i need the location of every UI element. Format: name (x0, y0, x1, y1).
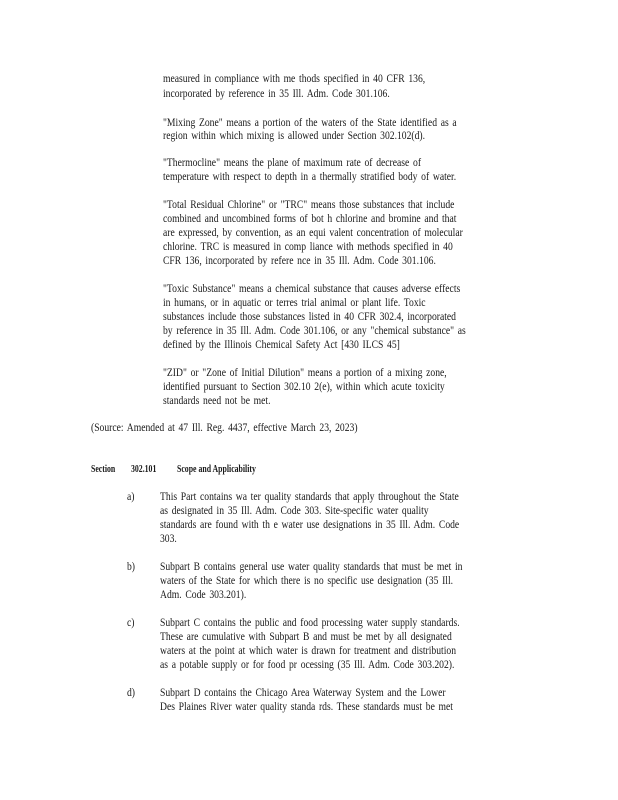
item-a-marker: a) (127, 491, 135, 503)
item-c-line-3: waters at the point at which water is drawn for treatment and distribution (160, 645, 457, 657)
definition-thermocline-line-2: temperature with respect to depth in a thermally stratified body of water. (163, 171, 457, 183)
definition-continued-line-2: incorporated by reference in 35 Ill. Adm. Code 301.106. (163, 88, 390, 100)
definition-toxic-line-2: in humans, or in aquatic or terres trial animal or plant life. Toxic (163, 297, 426, 309)
definition-trc-line-1: "Total Residual Chlorine" or "TRC" means those substances that include (163, 199, 455, 211)
item-c-marker: c) (127, 617, 135, 629)
item-b-line-3: Adm. Code 303.201). (160, 589, 247, 601)
definition-zid-line-1: "ZID" or "Zone of Initial Dilution" means a portion of a mixing zone, (163, 367, 447, 379)
section-title: Scope and Applicability (177, 464, 256, 475)
item-b-line-2: waters of the State for which there is no specific use designation (35 Ill. (160, 575, 454, 587)
item-c-line-4: as a potable supply or for food pr ocessing (35 Ill. Adm. Code 303.202). (160, 659, 455, 671)
definition-zid-line-2: identified pursuant to Section 302.10 2(e), within which acute toxicity (163, 381, 445, 393)
definition-continued-line-1: measured in compliance with me thods specified in 40 CFR 136, (163, 73, 426, 85)
item-a-line-2: as designated in 35 Ill. Adm. Code 303. Site-specific water quality (160, 505, 429, 517)
item-c-line-1: Subpart C contains the public and food processing water supply standards. (160, 617, 460, 629)
definition-toxic-line-1: "Toxic Substance" means a chemical substance that causes adverse effects (163, 283, 461, 295)
definition-mixing-zone-line-1: "Mixing Zone" means a portion of the waters of the State identified as a (163, 117, 457, 129)
section-label: Section (91, 464, 116, 475)
item-a-line-1: This Part contains wa ter quality standards that apply throughout the State (160, 491, 459, 503)
definition-thermocline-line-1: "Thermocline" means the plane of maximum rate of decrease of (163, 157, 422, 169)
section-number: 302.101 (131, 464, 157, 475)
definition-trc-line-3: are expressed, by convention, as an equi valent concentration of molecular (163, 227, 463, 239)
definition-trc-line-4: chlorine. TRC is measured in comp liance with methods specified in 40 (163, 241, 453, 253)
item-d-marker: d) (127, 687, 136, 699)
item-a-line-4: 303. (160, 533, 177, 545)
definition-mixing-zone-line-2: region within which mixing is allowed under Section 302.102(d). (163, 130, 426, 142)
item-d-line-2: Des Plaines River water quality standa rds. These standards must be met (160, 701, 453, 713)
item-a-line-3: standards are found with th e water use designations in 35 Ill. Adm. Code (160, 519, 460, 531)
source-note: (Source: Amended at 47 Ill. Reg. 4437, effective March 23, 2023) (91, 422, 358, 434)
definition-toxic-line-5: defined by the Illinois Chemical Safety Act [430 ILCS 45] (163, 339, 400, 351)
definition-toxic-line-4: by reference in 35 Ill. Adm. Code 301.106, or any "chemical substance" as (163, 325, 466, 337)
definition-trc-line-2: combined and uncombined forms of bot h chlorine and bromine and that (163, 213, 457, 225)
item-c-line-2: These are cumulative with Subpart B and must be met by all designated (160, 631, 452, 643)
item-d-line-1: Subpart D contains the Chicago Area Waterway System and the Lower (160, 687, 446, 699)
item-b-marker: b) (127, 561, 136, 573)
definition-trc-line-5: CFR 136, incorporated by refere nce in 35 Ill. Adm. Code 301.106. (163, 255, 436, 267)
item-b-line-1: Subpart B contains general use water quality standards that must be met in (160, 561, 463, 573)
definition-zid-line-3: standards need not be met. (163, 395, 271, 407)
definition-toxic-line-3: substances include those substances listed in 40 CFR 302.4, incorporated (163, 311, 456, 323)
